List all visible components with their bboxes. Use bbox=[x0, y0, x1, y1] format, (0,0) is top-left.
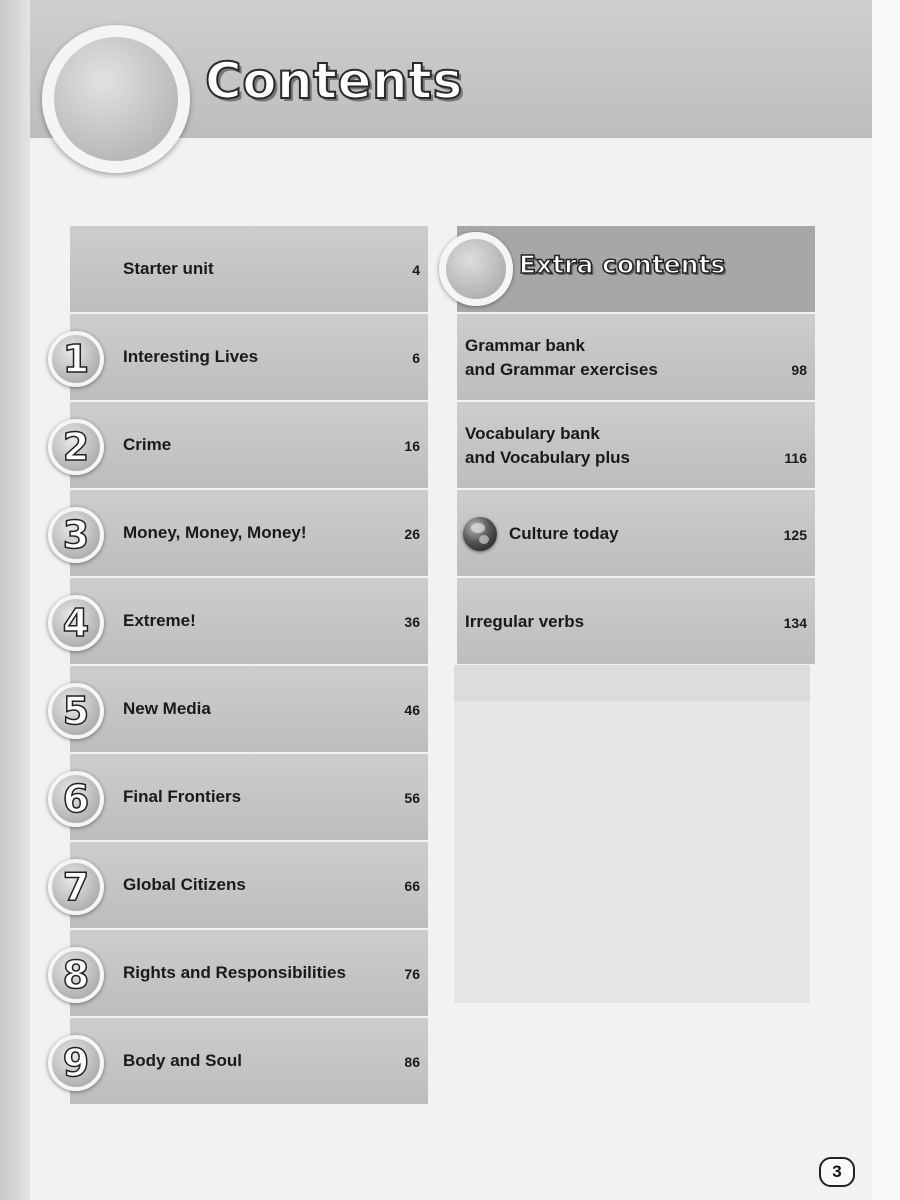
unit-label: Starter unit bbox=[123, 259, 214, 278]
unit-row-7[interactable] bbox=[62, 842, 428, 928]
unit-page-number: 6 bbox=[412, 350, 420, 366]
extra-circle-decoration bbox=[439, 232, 513, 306]
unit-label: Global Citizens bbox=[123, 875, 246, 894]
extra-row-vocabulary[interactable] bbox=[457, 402, 815, 488]
extra-label: Culture today bbox=[509, 524, 619, 543]
extra-row-grammar[interactable] bbox=[457, 314, 815, 400]
extra-page-number: 98 bbox=[791, 362, 807, 378]
extra-label-line2: and Grammar exercises bbox=[465, 360, 658, 379]
unit-page-number: 66 bbox=[404, 878, 420, 894]
unit-page-number: 4 bbox=[412, 262, 420, 278]
extra-page-number: 125 bbox=[783, 527, 807, 543]
unit-row-6[interactable] bbox=[62, 754, 428, 840]
extra-contents-list bbox=[457, 226, 815, 666]
unit-number-badge: 8 bbox=[48, 947, 104, 1003]
extra-label: Irregular verbs bbox=[465, 612, 585, 631]
unit-label: Money, Money, Money! bbox=[123, 523, 307, 542]
unit-number-badge: 7 bbox=[48, 859, 104, 915]
unit-row-starter[interactable] bbox=[70, 226, 428, 312]
unit-number-badge: 2 bbox=[48, 419, 104, 475]
extra-label-line1: Grammar bank bbox=[465, 336, 585, 355]
unit-label: Body and Soul bbox=[123, 1051, 242, 1070]
page-title: Contents bbox=[205, 52, 463, 110]
unit-page-number: 16 bbox=[404, 438, 420, 454]
unit-number-badge: 6 bbox=[48, 771, 104, 827]
unit-row-9[interactable] bbox=[62, 1018, 428, 1104]
page-number: 3 bbox=[819, 1157, 855, 1187]
unit-page-number: 46 bbox=[404, 702, 420, 718]
unit-number-badge: 5 bbox=[48, 683, 104, 739]
unit-number-badge: 9 bbox=[48, 1035, 104, 1091]
background-strip bbox=[454, 665, 810, 701]
unit-row-4[interactable] bbox=[62, 578, 428, 664]
unit-number-badge: 1 bbox=[48, 331, 104, 387]
unit-label: Interesting Lives bbox=[123, 347, 259, 366]
background-panel bbox=[454, 665, 810, 1003]
unit-row-2[interactable] bbox=[62, 402, 428, 488]
unit-label: New Media bbox=[123, 699, 211, 718]
extra-label-line2: and Vocabulary plus bbox=[465, 448, 631, 467]
extra-label-line1: Vocabulary bank bbox=[465, 424, 600, 443]
unit-number-badge: 4 bbox=[48, 595, 104, 651]
page-gutter bbox=[0, 0, 30, 1200]
unit-page-number: 76 bbox=[404, 966, 420, 982]
header-circle-decoration bbox=[42, 25, 190, 173]
extra-page-number: 116 bbox=[784, 450, 807, 466]
unit-label: Final Frontiers bbox=[123, 787, 242, 806]
unit-page-number: 36 bbox=[404, 614, 420, 630]
extra-contents-title: Extra contents bbox=[519, 250, 726, 279]
extra-contents-header bbox=[457, 226, 815, 312]
unit-label: Extreme! bbox=[123, 611, 196, 630]
globe-icon bbox=[463, 517, 497, 551]
page-margin-right bbox=[872, 0, 900, 1200]
unit-page-number: 56 bbox=[404, 790, 420, 806]
unit-row-3[interactable] bbox=[62, 490, 428, 576]
unit-label: Rights and Responsibilities bbox=[123, 963, 346, 982]
extra-row-culture[interactable] bbox=[457, 490, 815, 576]
unit-row-1[interactable] bbox=[62, 314, 428, 400]
units-list bbox=[62, 226, 428, 1106]
extra-page-number: 134 bbox=[783, 615, 807, 631]
unit-label: Crime bbox=[123, 435, 172, 454]
unit-page-number: 26 bbox=[404, 526, 420, 542]
unit-row-8[interactable] bbox=[62, 930, 428, 1016]
unit-page-number: 86 bbox=[404, 1054, 420, 1070]
unit-number-badge: 3 bbox=[48, 507, 104, 563]
extra-row-irregular-verbs[interactable] bbox=[457, 578, 815, 664]
unit-row-5[interactable] bbox=[62, 666, 428, 752]
